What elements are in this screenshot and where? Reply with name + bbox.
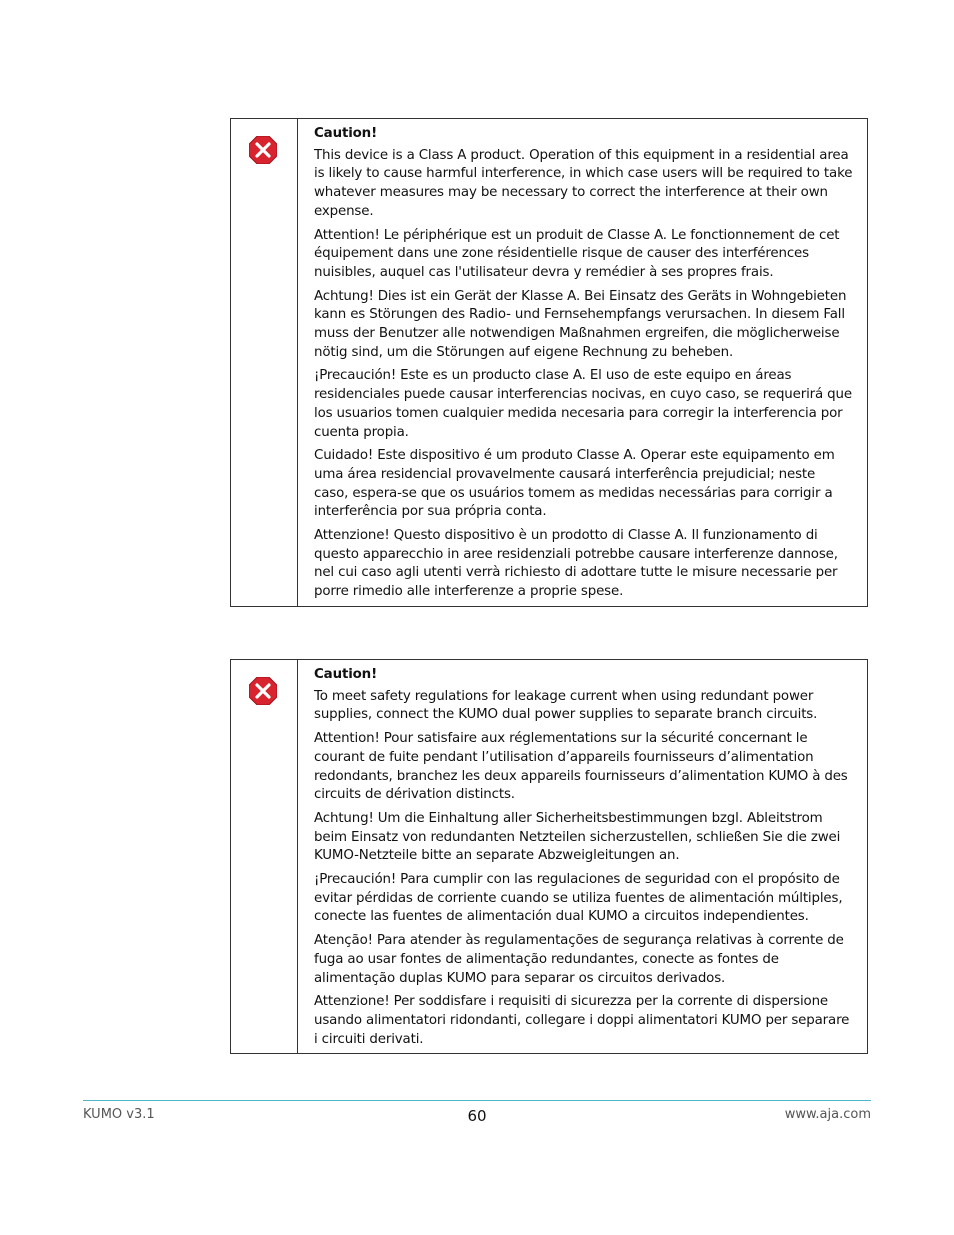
caution-paragraph-en: This device is a Class A product. Operation of this equipment in a residential area is likely to cause harmful interference, in which case users will be required to take whatever measures may be necessary to correct the interference at their own expense. [314, 147, 853, 219]
caution-box-leakage-current [230, 659, 868, 1054]
caution-box-class-a [230, 118, 868, 607]
caution-title: Caution! [314, 667, 378, 682]
caution-paragraph-es: ¡Precaución! Este es un producto clase A. El uso de este equipo en áreas residenciales puede causar interferencias nocivas, en cuyo caso, se requerirá que los usuarios tomen cualquier medida necesaria para corregir la interferencia por cuenta propia. [314, 368, 852, 440]
caution-paragraph-fr: Attention! Pour satisfaire aux réglementations sur la sécurité concernant le courant de fuite pendant l’utilisation d’appareils fournisseurs d’alimentation redondants, branchez les deux appareils fournisseurs d’alimentation KUMO à des circuits de dérivation distincts. [314, 731, 848, 803]
footer-website: www.aja.com [784, 1107, 871, 1122]
caution-paragraph-de: Achtung! Um die Einhaltung aller Sicherheitsbestimmungen bzgl. Ableitstrom beim Einsatz von redundanten Netzteilen sicherzustellen, schließen Sie die zwei KUMO-Netzteile bitte an separate Abzweigleitungen an. [314, 810, 841, 864]
footer-divider [83, 1100, 871, 1101]
caution-icon-cell [231, 119, 298, 606]
caution-paragraph-it: Attenzione! Questo dispositivo è un prodotto di Classe A. Il funzionamento di questo apparecchio in aree residenziali potrebbe causare interferenze dannose, nel cui caso agli utenti verrà richiesto di adottare tutte le misure necessarie per porre rimedio alle interferenze a proprie spese. [314, 528, 838, 600]
caution-text-cell [298, 660, 867, 1053]
stop-x-icon [249, 136, 277, 164]
footer-page-number: 60 [467, 1107, 487, 1125]
caution-text-cell [298, 119, 867, 606]
caution-title: Caution! [314, 126, 378, 141]
caution-paragraph-es: ¡Precaución! Para cumplir con las regulaciones de seguridad con el propósito de evitar pérdidas de corriente cuando se utiliza fuentes de alimentación múltiples, conecte las fuentes de alimentación dual KUMO a circuitos independientes. [314, 872, 843, 925]
caution-paragraph-pt: Cuidado! Este dispositivo é um produto Classe A. Operar este equipamento em uma área residencial provavelmente causará interferência prejudicial; neste caso, espera-se que os usuários tomem as medidas necessárias para corrigir a interferência por sua própria conta. [314, 448, 835, 520]
caution-paragraph-fr: Attention! Le périphérique est un produit de Classe A. Le fonctionnement de cet équipement dans une zone résidentielle risque de causer des interférences nuisibles, auquel cas l'utilisateur devra y remédier à ses propres frais. [314, 227, 840, 280]
caution-paragraph-pt: Atenção! Para atender às regulamentações de segurança relativas à corrente de fuga ao usar fontes de alimentação redundantes, conecte as fontes de alimentação duplas KUMO para separar os circuitos derivados. [314, 933, 844, 986]
caution-paragraph-it: Attenzione! Per soddisfare i requisiti di sicurezza per la corrente di dispersione usando alimentatori ridondanti, collegare i doppi alimentatori KUMO per separare i circuiti derivati. [314, 994, 850, 1047]
caution-paragraph-de: Achtung! Dies ist ein Gerät der Klasse A. Bei Einsatz des Geräts in Wohngebieten kann es Störungen des Radio- und Fernsehempfangs verursachen. In diesem Fall muss der Benutzer alle notwendigen Maßnahmen ergreifen, die möglicherweise nötig sind, um die Störungen auf eigene Rechnung zu beheben. [314, 288, 847, 360]
footer-product-version: KUMO v3.1 [83, 1107, 155, 1122]
caution-paragraph-en: To meet safety regulations for leakage current when using redundant power supplies, connect the KUMO dual power supplies to separate branch circuits. [314, 688, 818, 723]
caution-icon-cell [231, 660, 298, 1053]
stop-x-icon [249, 677, 277, 705]
